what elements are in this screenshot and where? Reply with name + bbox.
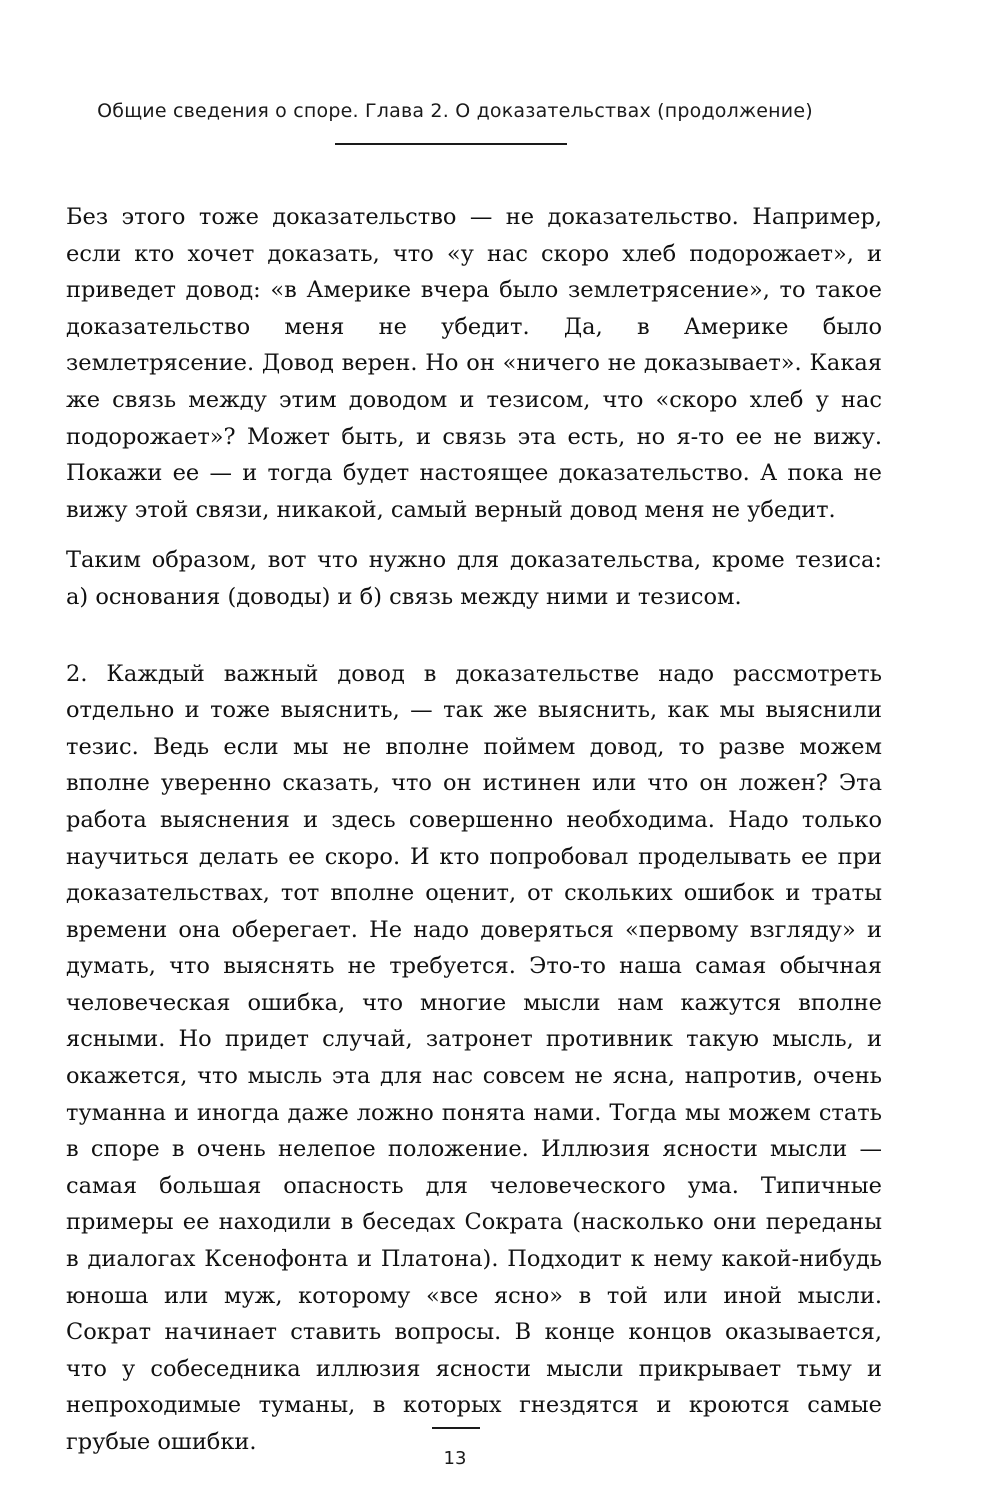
paragraph-1: Без этого тоже доказательство — не доказательство. Например, если кто хочет доказать, что «у нас скоро хлеб подорожает», и приведет довод: «в Америке вчера было землетрясение», то такое доказательство меня не убедит. Да, в Америке было землетрясение. Довод верен. Но он «ничего не доказывает». Какая же связь между этим доводом и тезисом, что «скоро хлеб у нас подорожает»? Может быть, и связь эта есть, но я-то ее не вижу. Покажи ее — и тогда будет настоящее доказательство. А пока не вижу этой связи, никакой, самый верный довод меня не убедит. — [66, 204, 882, 523]
paragraph-2: Таким образом, вот что нужно для доказательства, кроме тезиса: а) основания (доводы) и б) связь между ними и тезисом. — [66, 547, 882, 610]
header-rule — [335, 143, 567, 145]
running-header: Общие сведения о споре. Глава 2. О доказательствах (продолжение) — [97, 100, 813, 122]
page-number: 13 — [443, 1448, 467, 1469]
body-text — [66, 199, 882, 1461]
paragraph-3: 2. Каждый важный довод в доказательстве надо рассмотреть отдельно и тоже выяснить, — так же выяснить, как мы выяснили тезис. Ведь если мы не вполне поймем довод, то разве можем вполне уверенно сказать, что он истинен или что он ложен? Эта работа выяснения и здесь совершенно необходима. Надо только научиться делать ее скоро. И кто попробовал проделывать ее при доказательствах, тот вполне оценит, от скольких ошибок и траты времени она оберегает. Не надо доверяться «первому взгляду» и думать, что выяснять не требуется. Это-то наша самая обычная человеческая ошибка, что многие мысли нам кажутся вполне ясными. Но придет случай, затронет противник такую мысль, и окажется, что мысль эта для нас совсем не ясна, напротив, очень туманна и иногда даже ложно понята нами. Тогда мы можем стать в споре в очень нелепое положение. Иллюзия ясности мысли — самая большая опасность для человеческого ума. Типичные примеры ее находили в беседах Сократа (насколько они переданы в диалогах Ксенофонта и Платона). Подходит к нему какой-нибудь юноша или муж, которому «все ясно» в той или иной мысли. Сократ начинает ставить вопросы. В конце концов оказывается, что у собеседника иллюзия ясности мысли прикрывает тьму и непроходимые туманы, в которых гнездятся и кроются самые грубые ошибки. — [66, 660, 882, 1455]
footer-rule — [432, 1427, 480, 1429]
